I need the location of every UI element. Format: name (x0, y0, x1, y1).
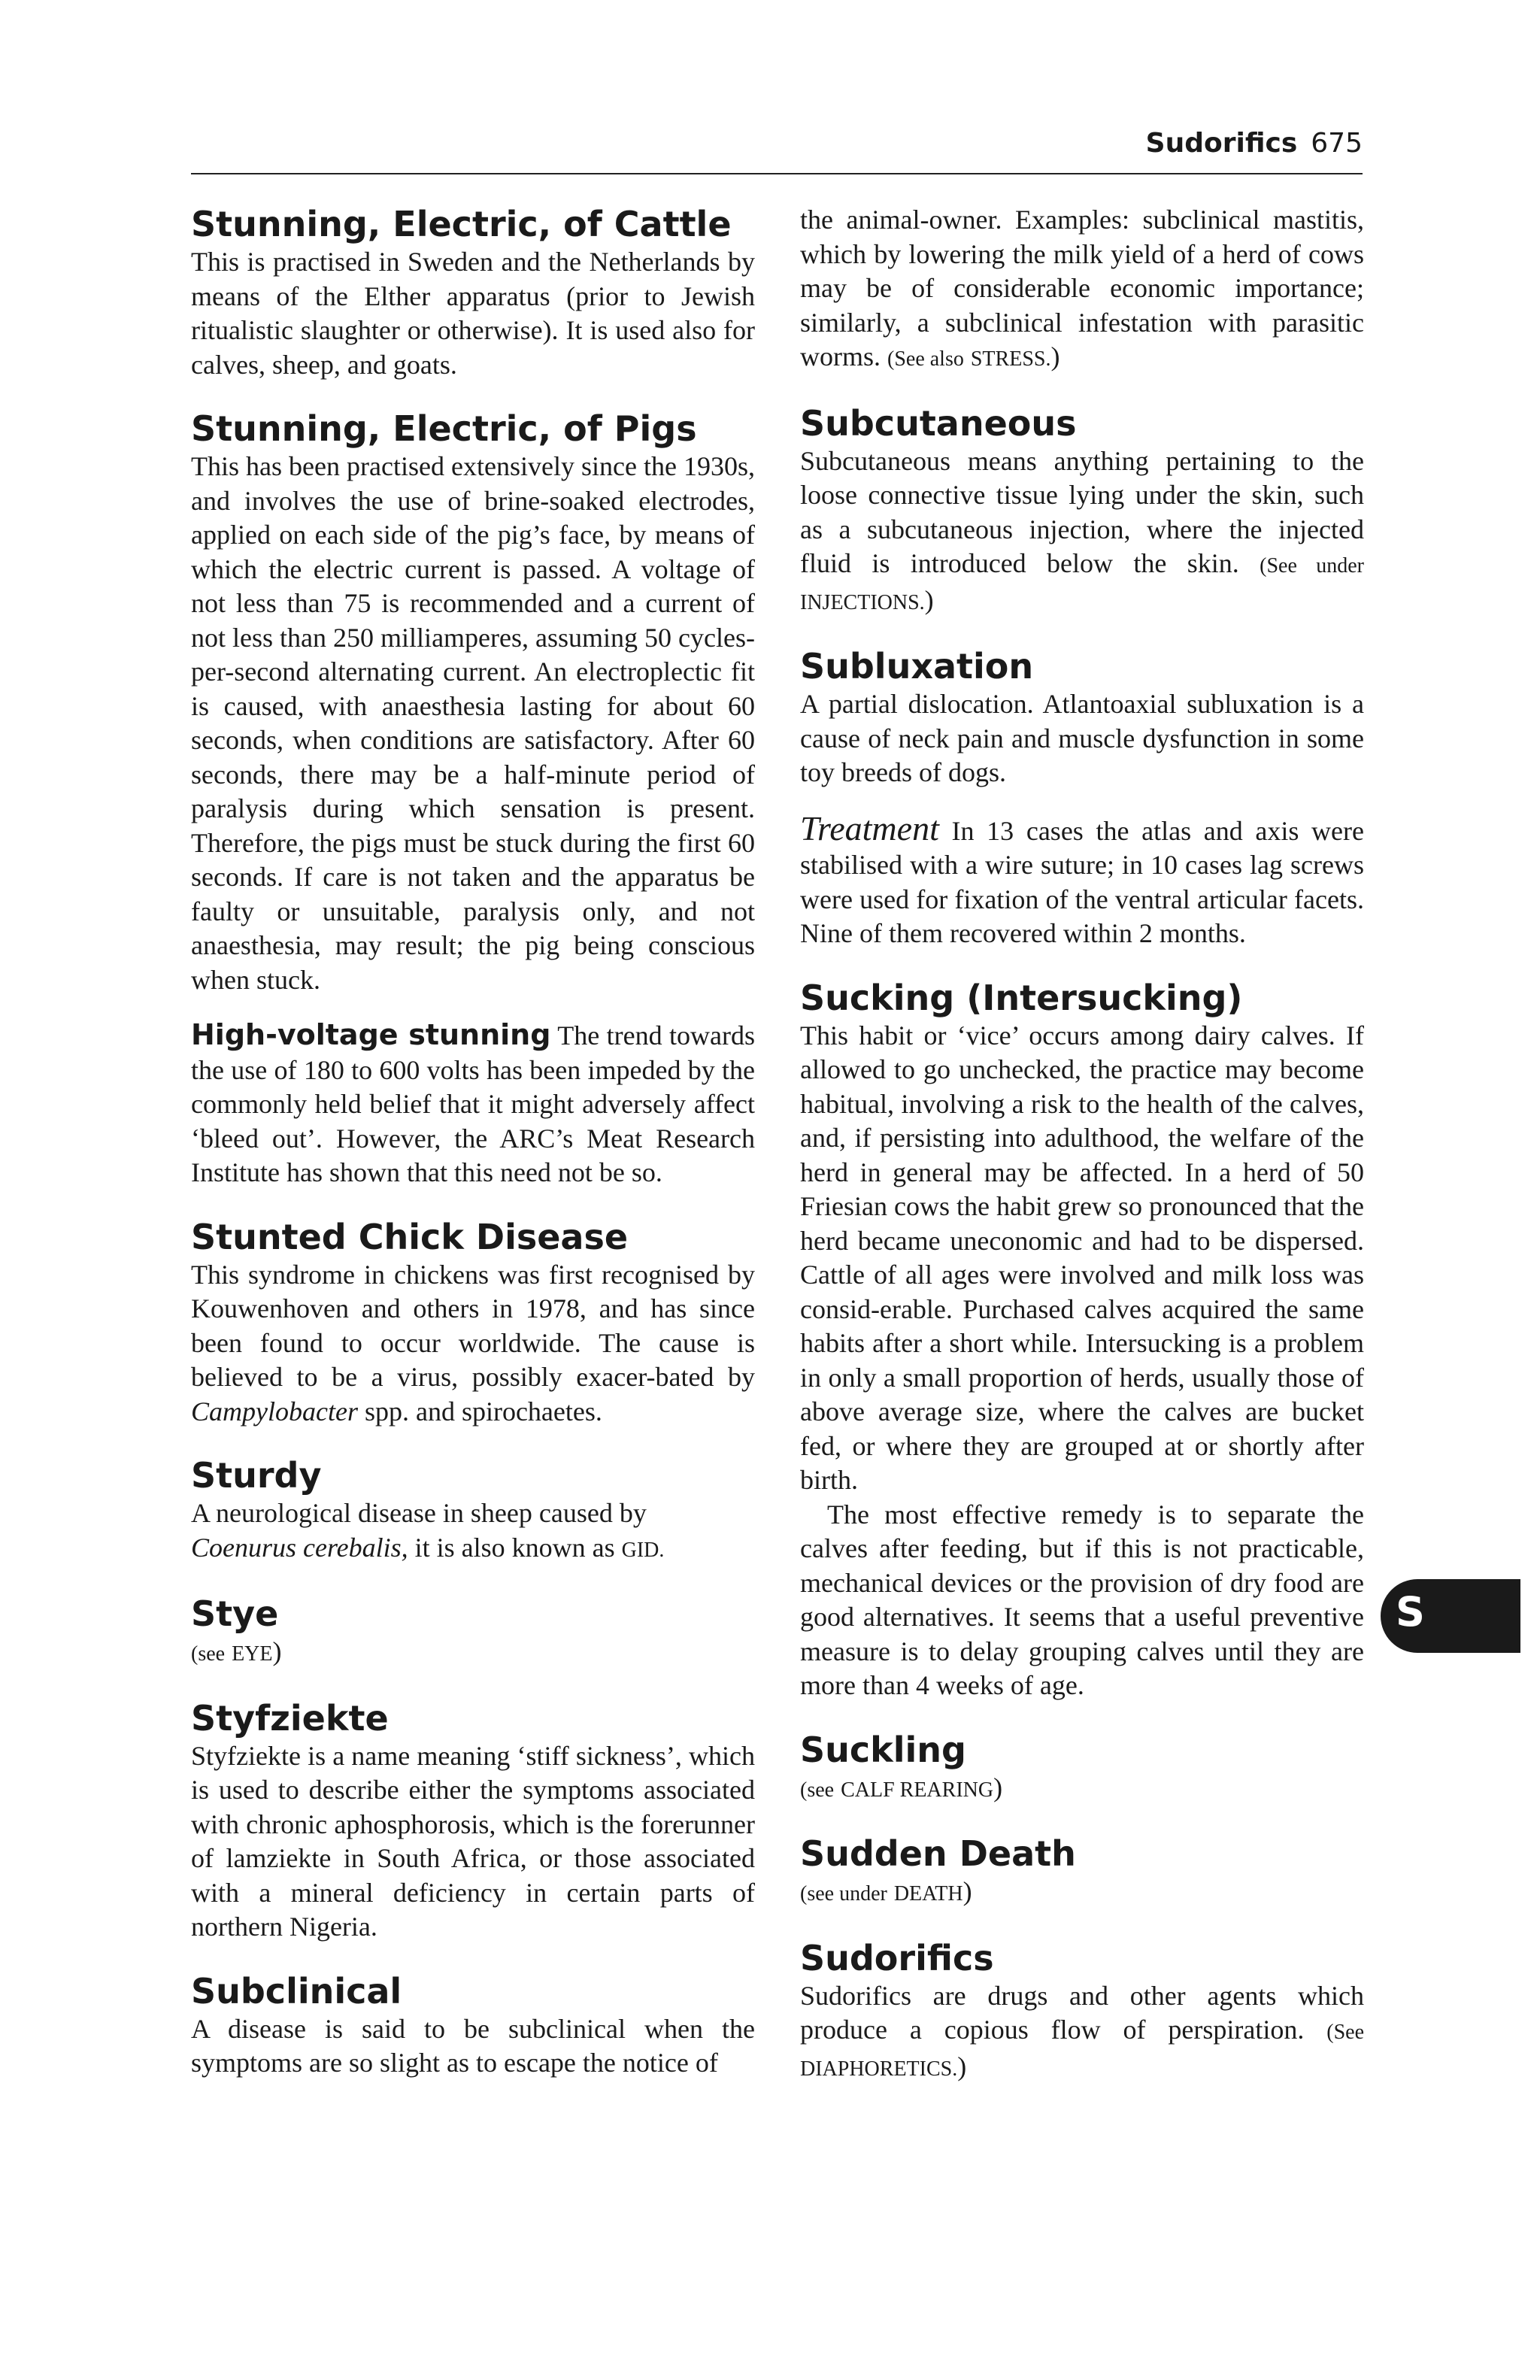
section-thumb-tab (1381, 1579, 1520, 1653)
entry-title: Subluxation (800, 646, 1034, 687)
entry-subclinical-continued (800, 203, 1364, 377)
entry-styfziekte (191, 1697, 755, 1945)
entry-body (800, 1771, 1364, 1808)
see-text: (See (1326, 2021, 1365, 2044)
entry-title: Sturdy (191, 1455, 322, 1496)
subentry-body: The trend towards the use of 180 to 600 volts has been impeded by the commonly held belief that it might adversely affect ‘bleed out’. However, the ARC’s Meat Research Institute has shown that this need not be so. (191, 1020, 755, 1187)
left-column (191, 203, 755, 2106)
see-text: (See also (887, 347, 964, 371)
see-text: (see (191, 1642, 226, 1666)
subentry-treatment (800, 808, 1364, 951)
see-close: ) (957, 2051, 967, 2081)
entry-subluxation (800, 645, 1364, 951)
cross-reference: GID. (621, 1538, 665, 1562)
body-text: A neurological disease in sheep caused by (191, 1498, 647, 1528)
see-close: ) (993, 1772, 1003, 1802)
species-name: Campylobacter (191, 1396, 358, 1426)
entry-title: Sudorifics (800, 1937, 994, 1978)
see-close: ) (272, 1636, 282, 1666)
body-text: the animal-owner. Examples: subclinical mastitis, which by lowering the milk yield of a herd of cows may be of considerable economic importance; similarly, a subclinical infestation with parasitic worms. (800, 205, 1364, 371)
entry-subcutaneous (800, 402, 1364, 620)
see-text: (see under (800, 1882, 887, 1906)
entry-sucking (800, 977, 1364, 1703)
entry-suckling (800, 1729, 1364, 1808)
entry-title: Suckling (800, 1729, 966, 1770)
page-number: 675 (1311, 128, 1363, 159)
entry-body: This has been practised extensively since the 1930s, and involves the use of brine-soaked electrodes, applied on each side of the pig’s face, by means of which the electric current is passed. A voltage of not less than 75 is recommended and a current of not less than 250 milliamperes, assuming 50 cycles-per-second alternating current. An electroplectic fit is caused, with anaesthesia lasting for about 60 seconds, when conditions are satisfactory. After 60 seconds, there may be a half-minute period of paralysis during which sensation is present. Therefore, the pigs must be stuck during the first 60 seconds. If care is not taken and the apparatus be faulty or unsuitable, paralysis only, and not anaesthesia, may result; the pig being conscious when stuck. (191, 451, 755, 995)
entry-title: Stye (191, 1593, 279, 1634)
running-header (191, 125, 1363, 174)
entry-body (800, 203, 1364, 377)
entry-stunning-cattle (191, 203, 755, 382)
entry-body (191, 1635, 755, 1672)
entry-title: Styfziekte (191, 1697, 389, 1739)
subentry-title: High-voltage stunning (191, 1018, 551, 1051)
see-close: ) (1050, 341, 1060, 371)
entry-subclinical (191, 1970, 755, 2081)
entry-body: This is practised in Sweden and the Netherlands by means of the Elther apparatus (prior to Jewish ritualistic slaughter or otherwise). It is used also for calves, sheep, and goats. (191, 247, 755, 380)
entry-stunted-chick (191, 1216, 755, 1430)
entry-body: A partial dislocation. Atlantoaxial subluxation is a cause of neck pain and muscle dysfunction in some toy breeds of dogs. (800, 689, 1364, 787)
entry-body: Styfziekte is a name meaning ‘stiff sickness’, which is used to describe either the symptoms associated with chronic aphosphorosis, which is the forerunner of lamziekte in South Africa, or those associated with a mineral deficiency in certain parts of northern Nigeria. (191, 1740, 755, 1942)
cross-reference: CALF REARING (841, 1778, 994, 1802)
entry-title: Subcutaneous (800, 402, 1077, 444)
cross-reference: EYE (232, 1642, 273, 1666)
body-text: it is also known as (414, 1532, 615, 1563)
entry-title: Stunted Chick Disease (191, 1216, 629, 1257)
subentry-high-voltage (191, 1018, 755, 1190)
entry-body (800, 444, 1364, 620)
entry-sudorifics (800, 1937, 1364, 2087)
entry-body (191, 1258, 755, 1430)
entry-title: Stunning, Electric, of Pigs (191, 408, 697, 449)
entry-stunning-pigs (191, 408, 755, 1190)
cross-reference: DEATH (893, 1882, 963, 1906)
subentry-body: In 13 cases the atlas and axis were stabilised with a wire suture; in 10 cases lag screws were used for fixation of the ventral articular facets. Nine of them recovered within 2 months. (800, 815, 1364, 948)
entry-body: This habit or ‘vice’ occurs among dairy calves. If allowed to go unchecked, the practice may become habitual, involving a risk to the health of the calves, and, if persisting into adulthood, the welfare of the herd in general may be affected. In a herd of 50 Friesian cows the habit grew so pronounced that the herd became uneconomic and had to be dispersed. Cattle of all ages were involved and milk loss was consid-erable. Purchased calves acquired the same habits after a short while. Intersucking is a problem in only a small proportion of herds, usually those of above average size, where the calves are bucket fed, or where they are grouped at or shortly after birth. (800, 1020, 1364, 1495)
entry-body (800, 1875, 1364, 1912)
entry-title: Sucking (Intersucking) (800, 977, 1243, 1018)
entry-title: Stunning, Electric, of Cattle (191, 204, 732, 244)
see-close: ) (924, 584, 934, 615)
cross-reference: DIAPHORETICS. (800, 2057, 958, 2081)
cross-reference: INJECTIONS. (800, 590, 925, 614)
body-text: Subcutaneous means anything pertaining to the loose connective tissue lying under the skin, such as a subcutaneous injection, where the injected fluid is introduced below the skin. (800, 445, 1364, 578)
entry-stye (191, 1593, 755, 1672)
body-text: This syndrome in chickens was first recognised by Kouwenhoven and others in 1978, and has since been found to occur worldwide. The cause is believed to be a virus, possibly exacer-bated by (191, 1259, 755, 1392)
see-close: ) (962, 1876, 972, 1906)
cross-reference: STRESS. (970, 347, 1051, 371)
entry-title: Subclinical (191, 1970, 402, 2012)
entry-body (191, 1496, 755, 1567)
entry-body: A disease is said to be subclinical when the symptoms are so slight as to escape the notice of (191, 2013, 755, 2078)
see-text: (See under (1260, 554, 1364, 578)
running-head (1146, 128, 1363, 159)
entry-body (800, 1979, 1364, 2087)
right-column (800, 203, 1364, 2112)
see-text: (see (800, 1778, 835, 1802)
entry-title: Sudden Death (800, 1833, 1076, 1874)
entry-sudden-death (800, 1833, 1364, 1912)
running-title: Sudorifics (1145, 128, 1298, 159)
species-name: Coenurus cerebalis, (191, 1532, 408, 1563)
body-text: spp. and spirochaetes. (364, 1396, 602, 1426)
thumb-tab-letter: S (1396, 1588, 1425, 1636)
subentry-title: Treatment (800, 808, 939, 847)
body-text: Sudorifics are drugs and other agents which produce a copious flow of perspiration. (800, 1980, 1364, 2045)
entry-body: The most effective remedy is to separate the calves after feeding, but if this is not practicable, mechanical devices or the provision of dry food are good alternatives. It seems that a useful preventive measure is to delay grouping calves until they are more than 4 weeks of age. (800, 1499, 1364, 1700)
entry-sturdy (191, 1454, 755, 1567)
